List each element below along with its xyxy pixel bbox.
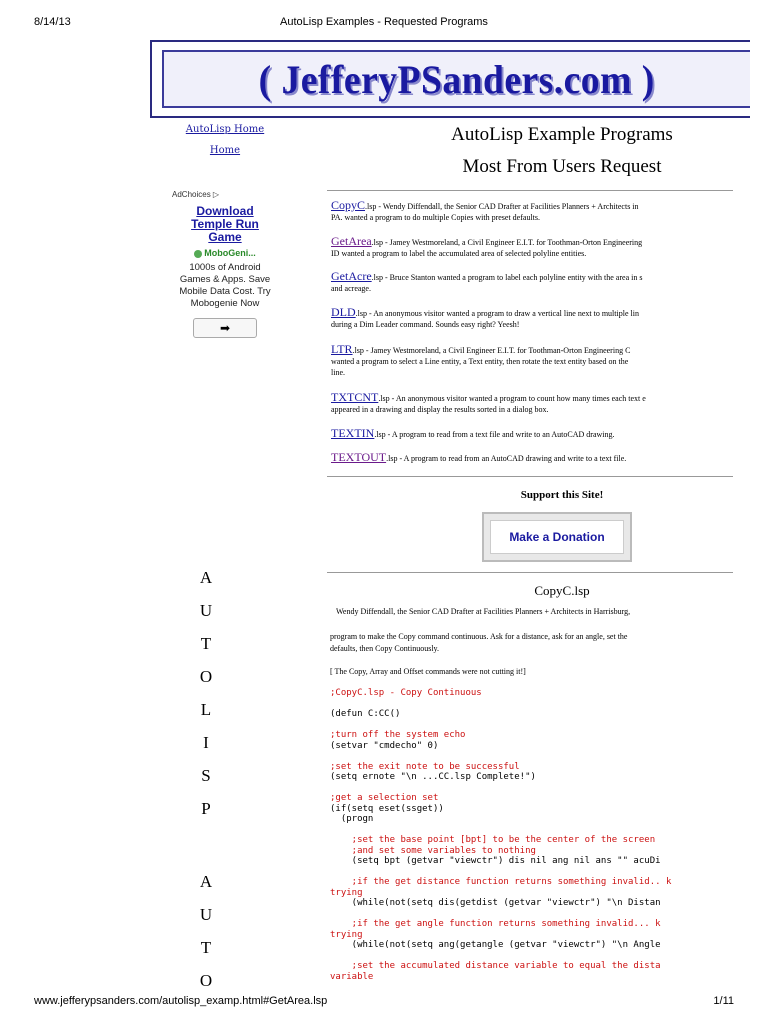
copyc-note: [ The Copy, Array and Offset commands were not cutting it!] bbox=[330, 667, 526, 676]
program-desc: .lsp - Wendy Diffendall, the Senior CAD Drafter at Facilities Planners + Architects in bbox=[365, 202, 639, 211]
program-entry bbox=[331, 200, 731, 223]
divider bbox=[327, 572, 733, 573]
ad-arrow-button[interactable] bbox=[193, 318, 257, 338]
code-comment: ;if the get distance function returns something invalid.. k bbox=[330, 877, 672, 887]
code-line: (defun C:CC() bbox=[330, 709, 401, 719]
adchoices-label[interactable]: AdChoices ▷ bbox=[172, 190, 220, 199]
vertical-letter: A bbox=[199, 872, 213, 891]
vertical-letter: P bbox=[201, 799, 211, 818]
vertical-letter: O bbox=[199, 971, 213, 990]
main-title: AutoLisp Example Programs bbox=[451, 124, 673, 145]
program-desc: .lsp - A program to read from an AutoCAD drawing and write to a text file. bbox=[386, 454, 627, 463]
banner-title: ( JefferyPSanders.com ) bbox=[258, 56, 656, 102]
program-link-ltr[interactable]: LTR bbox=[331, 344, 353, 356]
program-link-getacre[interactable]: GetAcre bbox=[331, 271, 372, 283]
copyc-intro: defaults, then Copy Continuously. bbox=[330, 644, 440, 653]
code-comment: ;set the exit note to be successful bbox=[330, 761, 520, 772]
program-desc: appeared in a drawing and display the results sorted in a dialog box. bbox=[331, 405, 549, 414]
code-comment: ;set the accumulated distance variable to equal the dista bbox=[330, 961, 661, 971]
program-entry bbox=[331, 236, 731, 259]
banner-frame bbox=[162, 50, 750, 108]
vertical-letter: L bbox=[200, 700, 212, 719]
code-comment: ;if the get angle function returns something invalid... k bbox=[330, 919, 661, 929]
print-date: 8/14/13 bbox=[34, 16, 71, 28]
program-desc: ID wanted a program to label the accumulated area of selected polyline entities. bbox=[331, 249, 587, 258]
code-line: (if(setq eset(ssget)) bbox=[330, 803, 444, 814]
program-desc: PA. wanted a program to do multiple Copies with preset defaults. bbox=[331, 213, 541, 222]
program-entry bbox=[331, 452, 731, 464]
program-link-textin[interactable]: TEXTIN bbox=[331, 428, 375, 440]
section-title: CopyC.lsp bbox=[534, 583, 590, 598]
program-desc: .lsp - Jamey Westmoreland, a Civil Engineer E.I.T. for Toothman-Orton Engineering C bbox=[352, 346, 631, 355]
code-comment: trying bbox=[330, 929, 363, 940]
donate-button-label: Make a Donation bbox=[490, 520, 624, 554]
ad-headline-link[interactable]: Download Temple Run Game bbox=[191, 204, 259, 244]
home-link[interactable]: Home bbox=[209, 145, 241, 156]
program-link-dld[interactable]: DLD bbox=[331, 307, 356, 319]
program-desc: and acreage. bbox=[331, 284, 371, 293]
program-desc: wanted a program to select a Line entity, a Text entity, then rotate the text entity based on the bbox=[331, 357, 629, 366]
program-link-getarea[interactable]: GetArea bbox=[331, 236, 372, 248]
code-comment: ;turn off the system echo bbox=[330, 730, 466, 740]
print-url: www.jefferypsanders.com/autolisp_examp.html#GetArea.lsp bbox=[34, 995, 328, 1007]
main-subtitle: Most From Users Request bbox=[462, 156, 662, 177]
donate-button[interactable] bbox=[482, 512, 632, 562]
code-comment: ;CopyC.lsp - Copy Continuous bbox=[330, 688, 482, 698]
program-link-txtcnt[interactable]: TXTCNT bbox=[331, 392, 379, 404]
divider bbox=[327, 476, 733, 477]
code-comment: ;get a selection set bbox=[330, 793, 439, 803]
program-entry bbox=[331, 344, 731, 378]
program-entry bbox=[331, 307, 731, 330]
code-comment: trying bbox=[330, 887, 363, 898]
site-banner[interactable] bbox=[150, 40, 750, 118]
vertical-autolisp-text bbox=[196, 568, 216, 1004]
mobogenie-icon bbox=[194, 250, 202, 258]
code-line: (while(not(setq dis(getdist (getvar "viewctr") "\n Distan bbox=[330, 898, 661, 908]
program-desc: during a Dim Leader command. Sounds easy right? Yeesh! bbox=[331, 320, 520, 329]
vertical-letter: S bbox=[201, 766, 211, 785]
autolisp-home-link[interactable]: AutoLisp Home bbox=[185, 124, 265, 135]
vertical-letter: U bbox=[199, 601, 213, 620]
vertical-letter: I bbox=[203, 733, 209, 752]
program-desc: .lsp - Bruce Stanton wanted a program to label each polyline entity with the area in s bbox=[371, 273, 643, 282]
program-desc: .lsp - An anonymous visitor wanted a program to count how many times each text e bbox=[378, 394, 646, 403]
vertical-letter: T bbox=[200, 938, 212, 957]
code-comment: variable bbox=[330, 971, 374, 982]
ad-source-label: MoboGeni... bbox=[204, 248, 256, 258]
code-block bbox=[330, 688, 733, 982]
program-desc: .lsp - An anonymous visitor wanted a program to draw a vertical line next to multiple lin bbox=[355, 309, 639, 318]
vertical-letter: U bbox=[199, 905, 213, 924]
program-desc: .lsp - A program to read from a text file and write to an AutoCAD drawing. bbox=[374, 430, 615, 439]
code-line: (setq ernote "\n ...CC.lsp Complete!") bbox=[330, 772, 536, 782]
code-comment: ;set the base point [bpt] to be the center of the screen bbox=[330, 835, 656, 845]
vertical-letter: T bbox=[200, 634, 212, 653]
support-label: Support this Site! bbox=[520, 489, 604, 501]
copyc-intro: program to make the Copy command continuous. Ask for a distance, ask for an angle, set the bbox=[330, 632, 628, 641]
divider bbox=[327, 190, 733, 191]
code-line: (setq bpt (getvar "viewctr") dis nil ang nil ans "" acuDi bbox=[330, 856, 661, 866]
program-entry bbox=[331, 428, 731, 440]
code-line: (setvar "cmdecho" 0) bbox=[330, 740, 439, 751]
code-comment: ;and set some variables to nothing bbox=[330, 845, 536, 856]
code-line: (while(not(setq ang(getangle (getvar "viewctr") "\n Angle bbox=[330, 940, 661, 950]
code-line: (progn bbox=[330, 814, 374, 824]
ad-source[interactable] bbox=[150, 248, 300, 258]
ad-block bbox=[150, 190, 300, 338]
left-nav bbox=[150, 120, 300, 156]
print-page-number: 1/11 bbox=[713, 995, 734, 1007]
program-desc: .lsp - Jamey Westmoreland, a Civil Engineer E.I.T. for Toothman-Orton Engineering bbox=[371, 238, 643, 247]
print-title: AutoLisp Examples - Requested Programs bbox=[280, 16, 488, 28]
program-entry bbox=[331, 271, 731, 294]
program-link-copyc[interactable]: CopyC bbox=[331, 200, 366, 212]
program-entry bbox=[331, 392, 731, 415]
vertical-letter: A bbox=[199, 568, 213, 587]
program-desc: line. bbox=[331, 368, 345, 377]
vertical-letter: O bbox=[199, 667, 213, 686]
program-link-textout[interactable]: TEXTOUT bbox=[331, 452, 387, 464]
arrow-right-icon: ➡ bbox=[219, 321, 231, 335]
ad-description: 1000s of Android Games & Apps. Save Mobile Data Cost. Try Mobogenie Now bbox=[179, 262, 271, 309]
copyc-intro: Wendy Diffendall, the Senior CAD Drafter at Facilities Planners + Architects in Harrisburg, bbox=[336, 607, 631, 616]
